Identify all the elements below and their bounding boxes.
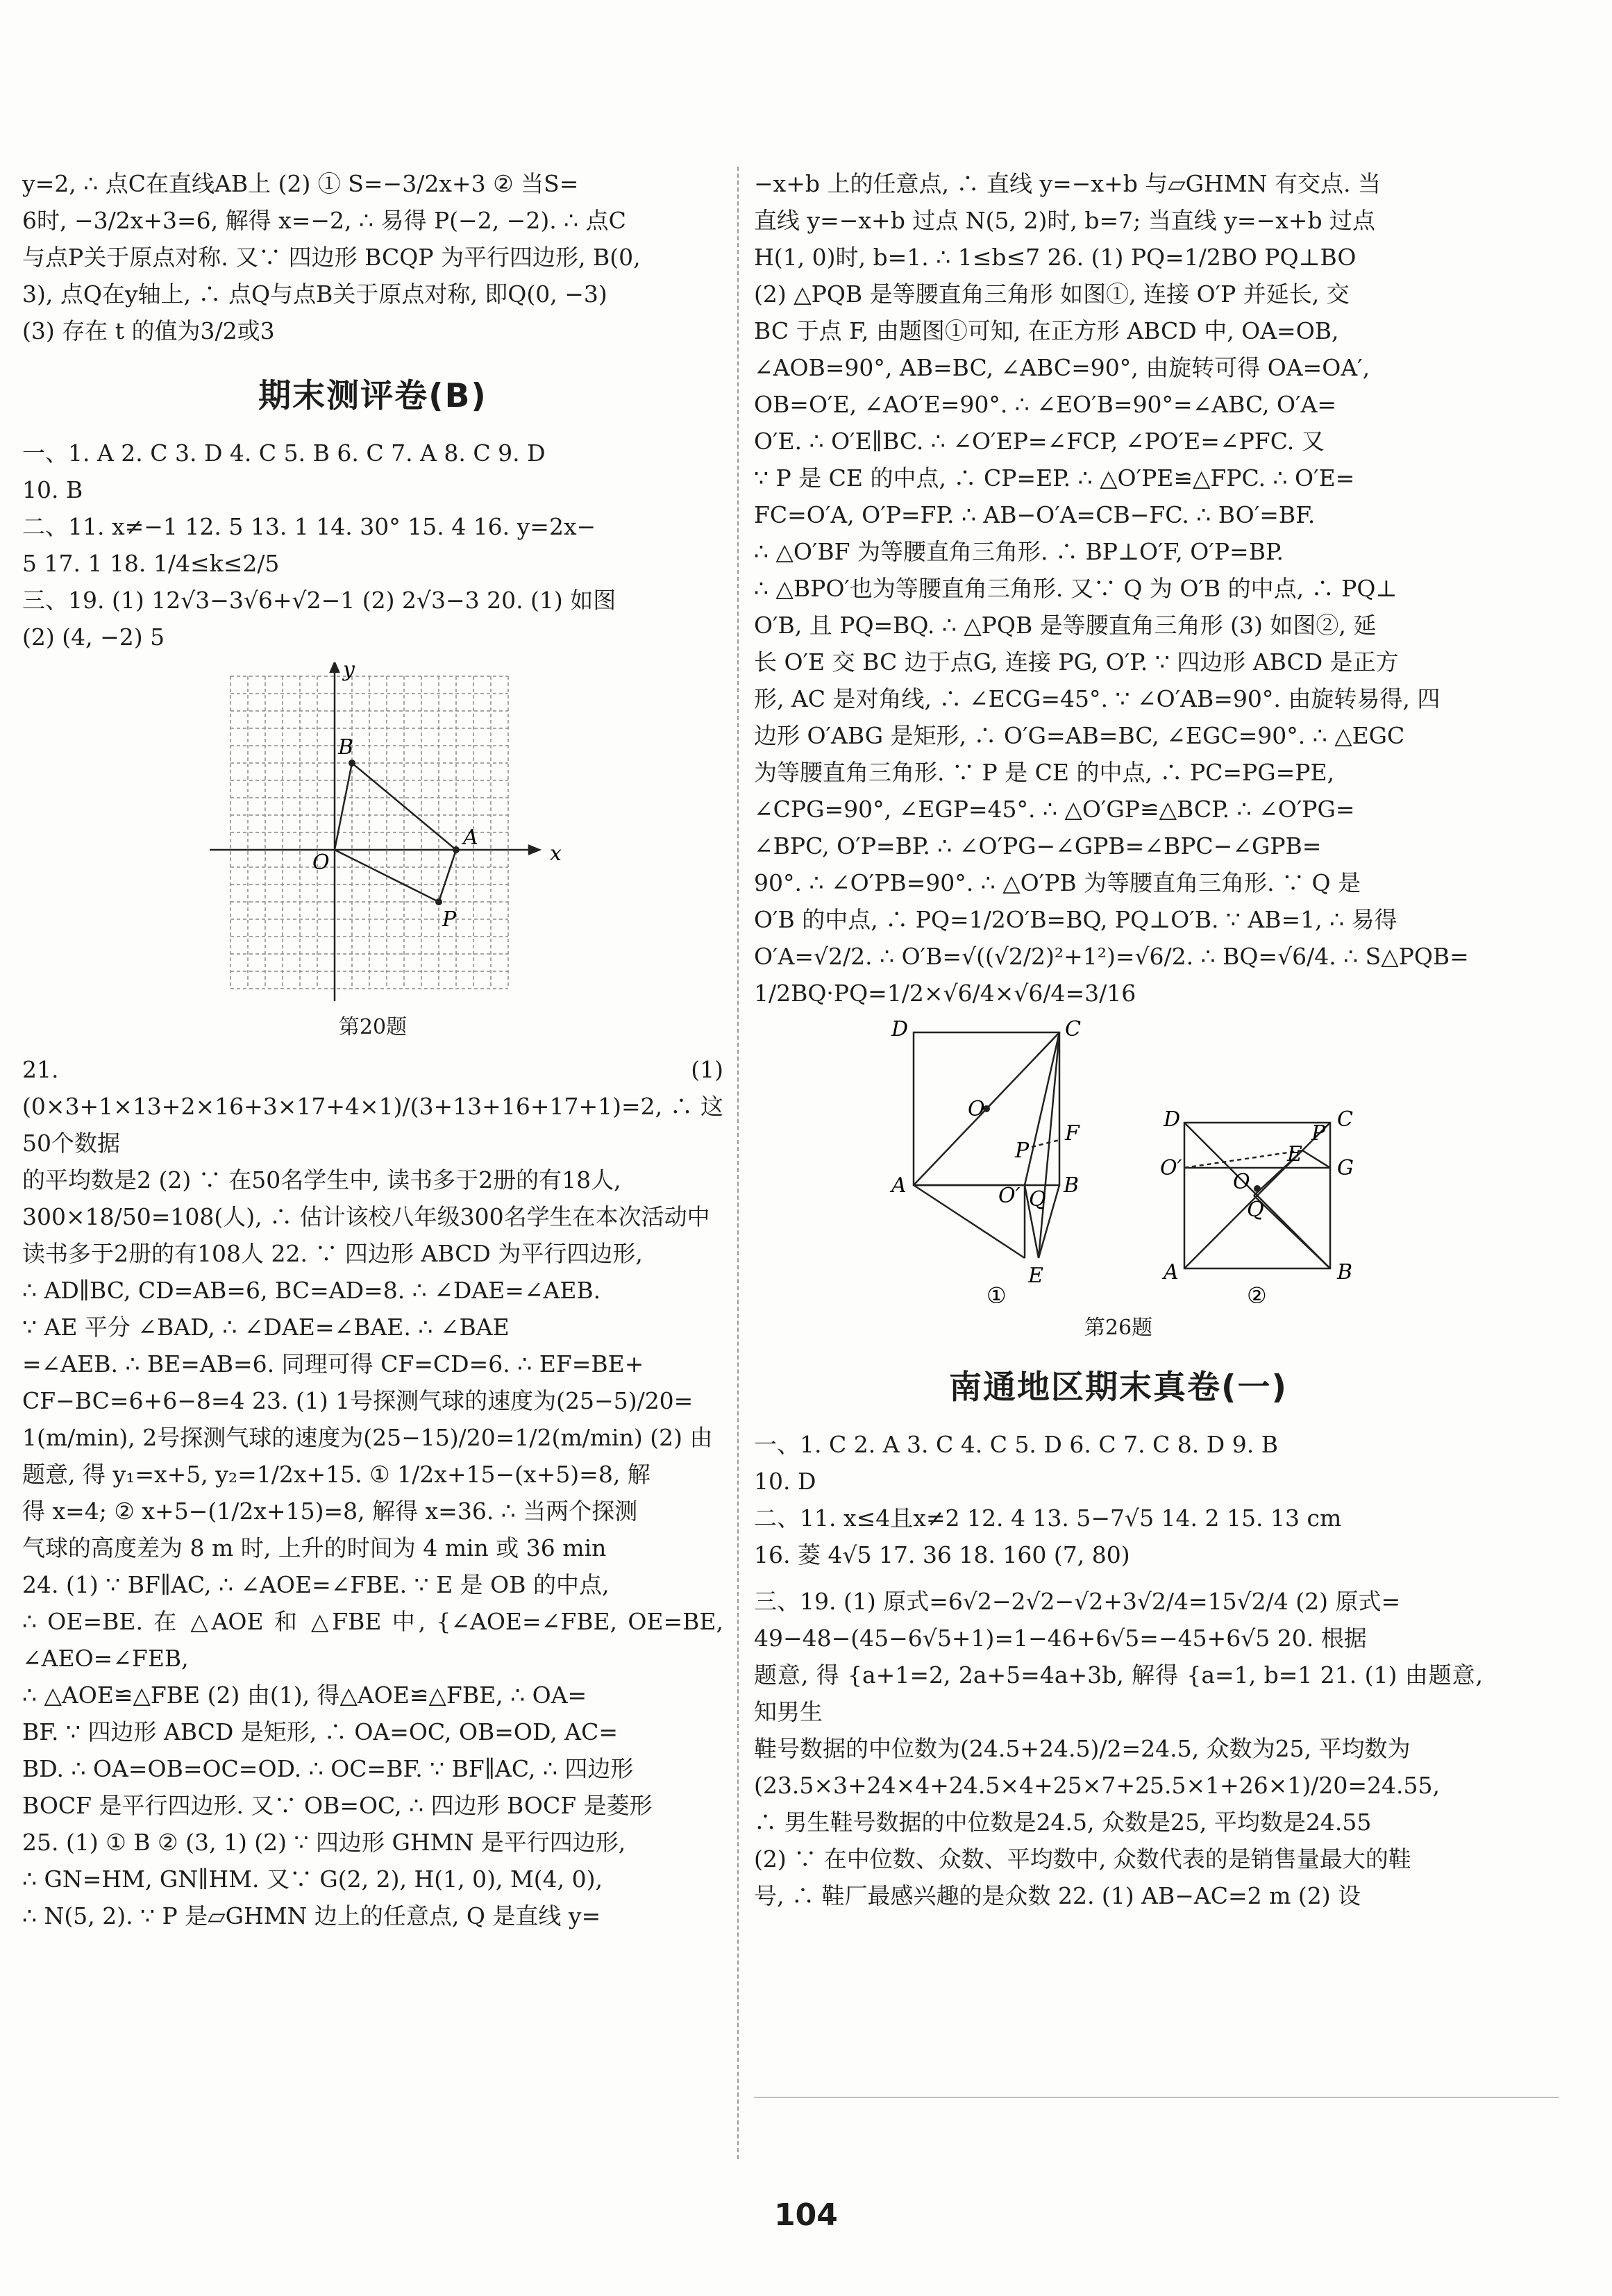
text-line: 题意, 得 {a+1=2, 2a+5=4a+3b, 解得 {a=1, b=1 21. (1) 由题意, 知男生 bbox=[754, 1661, 1483, 1725]
figure-20 bbox=[22, 662, 723, 1009]
footer-rule bbox=[754, 2097, 1559, 2098]
point-p bbox=[435, 898, 442, 905]
answer-line: 10. D bbox=[754, 1468, 816, 1495]
text-line: ∴ △BPO′也为等腰直角三角形. 又∵ Q 为 O′B 的中点, ∴ PQ⊥ bbox=[754, 575, 1397, 602]
solutions-26 bbox=[754, 165, 1483, 1012]
fig2-label-o: O bbox=[1233, 1170, 1250, 1194]
fig2-label-g: G bbox=[1337, 1156, 1354, 1180]
answer-line: (2) (4, −2) 5 bbox=[22, 623, 165, 651]
text-line: 号, ∴ 鞋厂最感兴趣的是众数 22. (1) AB−AC=2 m (2) 设 bbox=[754, 1882, 1361, 1909]
solutions-b bbox=[22, 1051, 723, 1934]
figure-26-2 bbox=[1184, 1123, 1330, 1268]
text-line: CF−BC=6+6−8=4 23. (1) 1号探测气球的速度为(25−5)/20= bbox=[22, 1387, 694, 1414]
answer-line: 5 17. 1 18. 1/4≤k≤2/5 bbox=[22, 550, 280, 577]
fig2-point-o bbox=[1254, 1185, 1261, 1192]
text-line: 3), 点Q在y轴上, ∴ 点Q与点B关于原点对称, 即Q(0, −3) bbox=[22, 280, 607, 308]
axes bbox=[210, 662, 539, 1001]
text-line: ∴ △AOE≌△FBE (2) 由(1), 得△AOE≌△FBE, ∴ OA= bbox=[22, 1682, 587, 1709]
axis-label-y: y bbox=[343, 662, 355, 682]
text-line: O′E. ∴ O′E∥BC. ∴ ∠O′EP=∠FCP, ∠PO′E=∠PFC. 又 bbox=[754, 428, 1325, 455]
answer-line: 一、1. C 2. A 3. C 4. C 5. D 6. C 7. C 8. D 9. B bbox=[754, 1431, 1278, 1458]
fig1-label-f: F bbox=[1065, 1121, 1080, 1146]
text-line: 为等腰直角三角形. ∵ P 是 CE 的中点, ∴ PC=PG=PE, bbox=[754, 759, 1335, 786]
text-line: 90°. ∴ ∠O′PB=90°. ∴ △O′PB 为等腰直角三角形. ∵ Q 是 bbox=[754, 869, 1361, 896]
text-line: 得 x=4; ② x+5−(1/2x+15)=8, 解得 x=36. ∴ 当两个探测 bbox=[22, 1498, 638, 1525]
axis-label-x: x bbox=[550, 841, 562, 866]
fig2-number: ② bbox=[1247, 1282, 1267, 1303]
intro-block bbox=[22, 165, 723, 349]
text-line: 三、19. (1) 原式=6√2−2√2−√2+3√2/4=15√2/4 (2) 原式= bbox=[754, 1588, 1401, 1615]
text-line: 题意, 得 y₁=x+5, y₂=1/2x+15. ① 1/2x+15−(x+5)=8, 解 bbox=[22, 1461, 650, 1488]
fig2-label-p: P bbox=[1311, 1121, 1326, 1146]
label-b: B bbox=[338, 735, 354, 760]
text-line: ∠CPG=90°, ∠EGP=45°. ∴ △O′GP≌△BCP. ∴ ∠O′PG= bbox=[754, 796, 1355, 823]
text-line: 形, AC 是对角线, ∴ ∠ECG=45°. ∵ ∠O′AB=90°. 由旋转易得, 四 bbox=[754, 685, 1441, 712]
text-line: 6时, −3/2x+3=6, 解得 x=−2, ∴ 易得 P(−2, −2). ∴ 点C bbox=[22, 207, 626, 234]
text-line: 鞋号数据的中位数为(24.5+24.5)/2=24.5, 众数为25, 平均数为 bbox=[754, 1735, 1411, 1762]
text-line: ∵ AE 平分 ∠BAD, ∴ ∠DAE=∠BAE. ∴ ∠BAE bbox=[22, 1314, 510, 1341]
text-line: ∴ N(5, 2). ∵ P 是▱GHMN 边上的任意点, Q 是直线 y= bbox=[22, 1902, 601, 1929]
text-line: 气球的高度差为 8 m 时, 上升的时间为 4 min 或 36 min bbox=[22, 1534, 607, 1561]
answer-line: 三、19. (1) 12√3−3√6+√2−1 (2) 2√3−3 20. (1) 如图 bbox=[22, 587, 616, 614]
fig1-label-p: P bbox=[1015, 1139, 1030, 1163]
solutions-nantong bbox=[754, 1583, 1483, 1914]
text-line: 1(m/min), 2号探测气球的速度为(25−15)/20=1/2(m/min) (2) 由 bbox=[22, 1424, 713, 1451]
figure-26 bbox=[754, 1019, 1483, 1303]
fig2-label-c: C bbox=[1337, 1107, 1353, 1132]
fig1-label-a: A bbox=[891, 1173, 907, 1198]
text-line: 24. (1) ∵ BF∥AC, ∴ ∠AOE=∠FBE. ∵ E 是 OB 的中点, bbox=[22, 1571, 610, 1598]
text-line: 1/2BQ·PQ=1/2×√6/4×√6/4=3/16 bbox=[754, 980, 1136, 1007]
point-a bbox=[453, 846, 460, 853]
answer-line: 二、11. x≠−1 12. 5 13. 1 14. 30° 15. 4 16. y=2x− bbox=[22, 513, 596, 540]
section-title-nantong: 南通地区期末真卷(一) bbox=[949, 1368, 1288, 1407]
left-column bbox=[22, 165, 723, 1934]
text-line: BD. ∴ OA=OB=OC=OD. ∴ OC=BF. ∵ BF∥AC, ∴ 四边形 bbox=[22, 1755, 634, 1782]
answers-b bbox=[22, 435, 723, 655]
fig2-label-q: Q bbox=[1247, 1198, 1264, 1222]
fig1-number: ① bbox=[986, 1282, 1007, 1303]
text-line: ∴ △O′BF 为等腰直角三角形. ∴ BP⊥O′F, O′P=BP. bbox=[754, 538, 1284, 565]
label-a: A bbox=[463, 826, 478, 850]
text-line: 直线 y=−x+b 过点 N(5, 2)时, b=7; 当直线 y=−x+b 过点 bbox=[754, 207, 1376, 234]
figure-26-graph bbox=[754, 1019, 1483, 1303]
label-o: O bbox=[312, 850, 330, 875]
text-line: FC=O′A, O′P=FP. ∴ AB−O′A=CB−FC. ∴ BO′=BF. bbox=[754, 501, 1316, 528]
text-line: 21. (1) (0×3+1×13+2×16+3×17+4×1)/(3+13+16+17+1)=2, ∴ 这50个数据 bbox=[22, 1056, 723, 1157]
text-line: y=2, ∴ 点C在直线AB上 (2) ① S=−3/2x+3 ② 当S= bbox=[22, 170, 579, 197]
figure-20-graph bbox=[22, 662, 723, 1009]
point-b bbox=[349, 760, 355, 766]
text-line: 与点P关于原点对称. 又∵ 四边形 BCQP 为平行四边形, B(0, bbox=[22, 244, 641, 271]
fig1-label-b: B bbox=[1064, 1173, 1080, 1198]
text-line: OB=O′E, ∠AO′E=90°. ∴ ∠EO′B=90°=∠ABC, O′A= bbox=[754, 391, 1337, 418]
fig1-label-d: D bbox=[891, 1019, 909, 1041]
fig1-label-o: O bbox=[968, 1097, 985, 1121]
text-line: O′B, 且 PQ=BQ. ∴ △PQB 是等腰直角三角形 (3) 如图②, 延 bbox=[754, 612, 1377, 639]
text-line: 的平均数是2 (2) ∵ 在50名学生中, 读书多于2册的有18人, bbox=[22, 1166, 621, 1193]
text-line: (3) 存在 t 的值为3/2或3 bbox=[22, 317, 275, 344]
right-column bbox=[754, 165, 1483, 1914]
text-line: 300×18/50=108(人), ∴ 估计该校八年级300名学生在本次活动中 bbox=[22, 1203, 710, 1230]
figure-20-caption: 第20题 bbox=[338, 1015, 408, 1039]
fig1-label-e: E bbox=[1028, 1264, 1043, 1288]
section-title-b: 期末测评卷(B) bbox=[258, 377, 487, 415]
fig1-label-q: Q bbox=[1029, 1187, 1046, 1212]
fig2-label-e: E bbox=[1287, 1142, 1302, 1166]
text-line: 49−48−(45−6√5+1)=1−46+6√5=−45+6√5 20. 根据 bbox=[754, 1625, 1367, 1652]
text-line: ∴ AD∥BC, CD=AB=6, BC=AD=8. ∴ ∠DAE=∠AEB. bbox=[22, 1277, 601, 1304]
answer-line: 二、11. x≤4且x≠2 12. 4 13. 5−7√5 14. 2 15. 13 cm bbox=[754, 1505, 1342, 1532]
text-line: ∴ 男生鞋号数据的中位数是24.5, 众数是25, 平均数是24.55 bbox=[754, 1809, 1372, 1836]
fig1-label-c: C bbox=[1065, 1019, 1081, 1041]
text-line: ∠AOB=90°, AB=BC, ∠ABC=90°, 由旋转可得 OA=OA′, bbox=[754, 354, 1370, 381]
text-line: 25. (1) ① B ② (3, 1) (2) ∵ 四边形 GHMN 是平行四边形, bbox=[22, 1829, 626, 1856]
answers-nantong bbox=[754, 1426, 1483, 1573]
text-line: (23.5×3+24×4+24.5×4+25×7+25.5×1+26×1)/20=24.55, bbox=[754, 1772, 1441, 1799]
text-line: ∴ OE=BE. 在 △AOE 和 △FBE 中, {∠AOE=∠FBE, OE=BE, ∠AEO=∠FEB, bbox=[22, 1608, 723, 1672]
text-line: ∴ GN=HM, GN∥HM. 又∵ G(2, 2), H(1, 0), M(4, 0), bbox=[22, 1866, 603, 1893]
text-line: =∠AEB. ∴ BE=AB=6. 同理可得 CF=CD=6. ∴ EF=BE+ bbox=[22, 1350, 644, 1377]
text-line: 边形 O′ABG 是矩形, ∴ O′G=AB=BC, ∠EGC=90°. ∴ △EGC bbox=[754, 722, 1405, 749]
text-line: 读书多于2册的有108人 22. ∵ 四边形 ABCD 为平行四边形, bbox=[22, 1240, 643, 1267]
fig2-label-a: A bbox=[1164, 1260, 1179, 1284]
text-line: ∵ P 是 CE 的中点, ∴ CP=EP. ∴ △O′PE≌△FPC. ∴ O′E= bbox=[754, 464, 1355, 492]
text-line: BC 于点 F, 由题图①可知, 在正方形 ABCD 中, OA=OB, bbox=[754, 317, 1339, 344]
column-divider bbox=[737, 167, 739, 2159]
text-line: BOCF 是平行四边形. 又∵ OB=OC, ∴ 四边形 BOCF 是菱形 bbox=[22, 1792, 653, 1819]
figure-26-1 bbox=[914, 1032, 1059, 1258]
text-line: 长 O′E 交 BC 边于点G, 连接 PG, O′P. ∵ 四边形 ABCD 是正方 bbox=[754, 648, 1399, 676]
text-line: (2) ∵ 在中位数、众数、平均数中, 众数代表的是销售量最大的鞋 bbox=[754, 1845, 1411, 1872]
answer-line: 一、1. A 2. C 3. D 4. C 5. B 6. C 7. A 8. C 9. D bbox=[22, 439, 546, 467]
fig2-label-d: D bbox=[1164, 1107, 1181, 1132]
text-line: H(1, 0)时, b=1. ∴ 1≤b≤7 26. (1) PQ=1/2BO PQ⊥BO bbox=[754, 244, 1357, 271]
text-line: −x+b 上的任意点, ∴ 直线 y=−x+b 与▱GHMN 有交点. 当 bbox=[754, 170, 1381, 197]
page-number: 104 bbox=[774, 2197, 838, 2233]
fig2-label-b: B bbox=[1337, 1260, 1353, 1284]
answer-line: 10. B bbox=[22, 476, 83, 503]
label-p: P bbox=[442, 907, 457, 932]
answer-line: 16. 菱 4√5 17. 36 18. 160 (7, 80) bbox=[754, 1541, 1130, 1568]
fig1-label-o-prime: O′ bbox=[998, 1184, 1021, 1208]
text-line: BF. ∵ 四边形 ABCD 是矩形, ∴ OA=OC, OB=OD, AC= bbox=[22, 1718, 618, 1745]
figure-26-caption: 第26题 bbox=[1084, 1316, 1153, 1340]
text-line: ∠BPC, O′P=BP. ∴ ∠O′PG−∠GPB=∠BPC−∠GPB= bbox=[754, 832, 1322, 860]
text-line: O′A=√2/2. ∴ O′B=√((√2/2)²+1²)=√6/2. ∴ BQ=√6/4. ∴ S△PQB= bbox=[754, 943, 1469, 970]
text-line: (2) △PQB 是等腰直角三角形 如图①, 连接 O′P 并延长, 交 bbox=[754, 280, 1350, 308]
fig2-label-o-prime: O′ bbox=[1160, 1156, 1182, 1180]
text-line: O′B 的中点, ∴ PQ=1/2O′B=BQ, PQ⊥O′B. ∵ AB=1, ∴ 易得 bbox=[754, 906, 1397, 933]
